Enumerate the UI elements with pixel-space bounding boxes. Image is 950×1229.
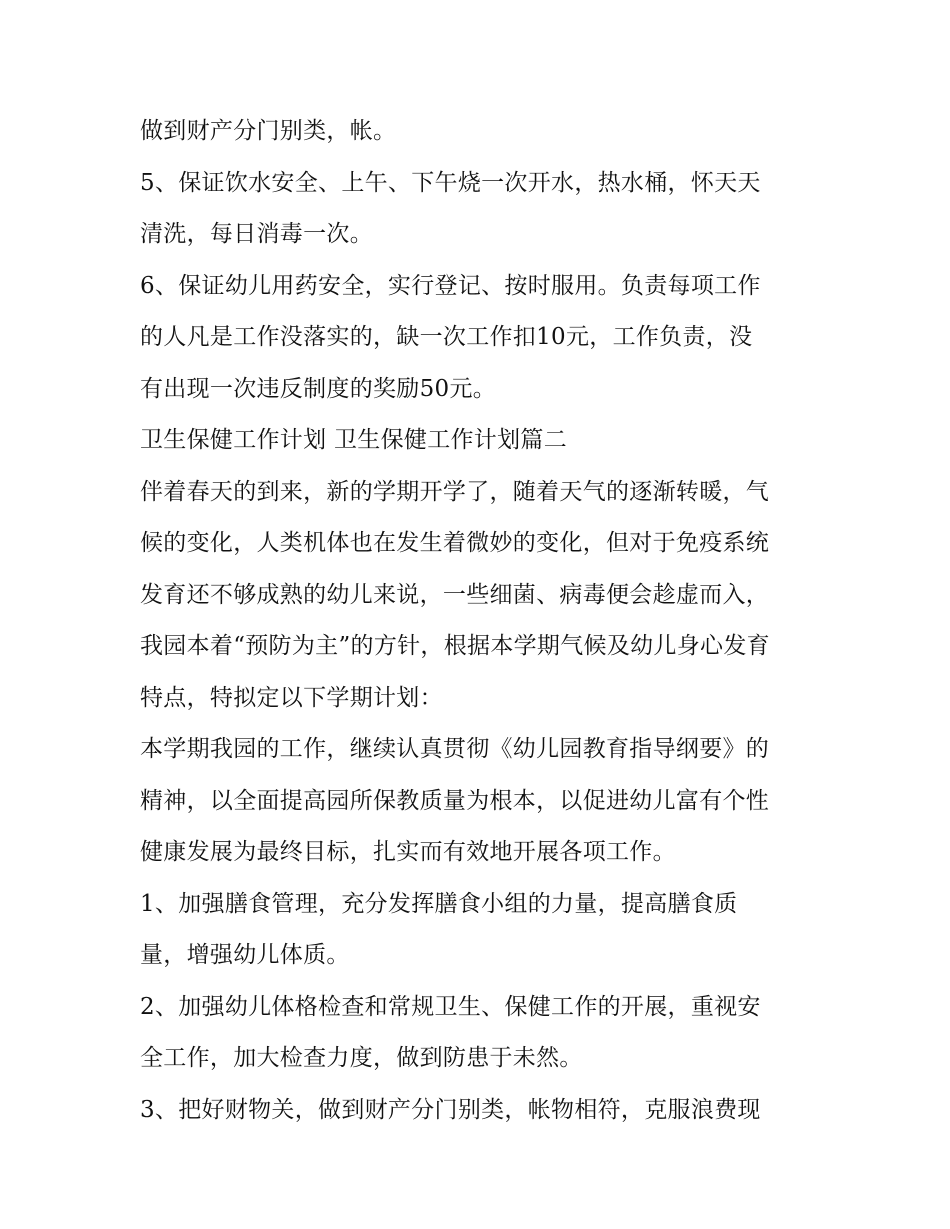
- document-body: [140, 106, 830, 1136]
- text-line: 清洗，每日消毒一次。: [140, 221, 373, 247]
- text-line: 1、加强膳食管理，充分发挥膳食小组的力量，提高膳食质: [140, 890, 738, 917]
- text-line: 特点，特拟定以下学期计划：: [140, 684, 443, 711]
- text-line: 有出现一次违反制度的奖励50元。: [140, 375, 497, 402]
- text-line: 本学期我园的工作，继续认真贯彻《幼儿园教育指导纲要》的: [140, 736, 770, 762]
- text-line: 全工作，加大检查力度，做到防患于未然。: [140, 1045, 583, 1071]
- text-line: 健康发展为最终目标，扎实而有效地开展各项工作。: [140, 839, 676, 865]
- text-line: 做到财产分门别类，帐。: [140, 118, 397, 144]
- text-line: 候的变化，人类机体也在发生着微妙的变化，但对于免疫系统: [140, 530, 770, 556]
- text-line: 精神，以全面提高园所保教质量为根本，以促进幼儿富有个性: [140, 787, 770, 814]
- text-line: 6、保证幼儿用药安全，实行登记、按时服用。负责每项工作: [140, 272, 761, 299]
- text-line: 2、加强幼儿体格检查和常规卫生、保健工作的开展，重视安: [140, 993, 761, 1020]
- text-line: 3、把好财物关，做到财产分门别类，帐物相符，克服浪费现: [140, 1096, 761, 1123]
- text-line: 发育还不够成熟的幼儿来说，一些细菌、病毒便会趁虚而入，: [140, 581, 770, 608]
- text-line: 量，增强幼儿体质。: [140, 942, 350, 968]
- text-line: 伴着春天的到来，新的学期开学了，随着天气的逐渐转暖，气: [140, 478, 770, 505]
- text-line: 我园本着“预防为主”的方针，根据本学期气候及幼儿身心发育: [140, 633, 770, 659]
- text-line: 的人凡是工作没落实的，缺一次工作扣10元，工作负责，没: [140, 324, 753, 350]
- section-heading: 卫生保健工作计划 卫生保健工作计划篇二: [140, 427, 568, 453]
- text-line: 5、保证饮水安全、上午、下午烧一次开水，热水桶，怀天天: [140, 169, 761, 196]
